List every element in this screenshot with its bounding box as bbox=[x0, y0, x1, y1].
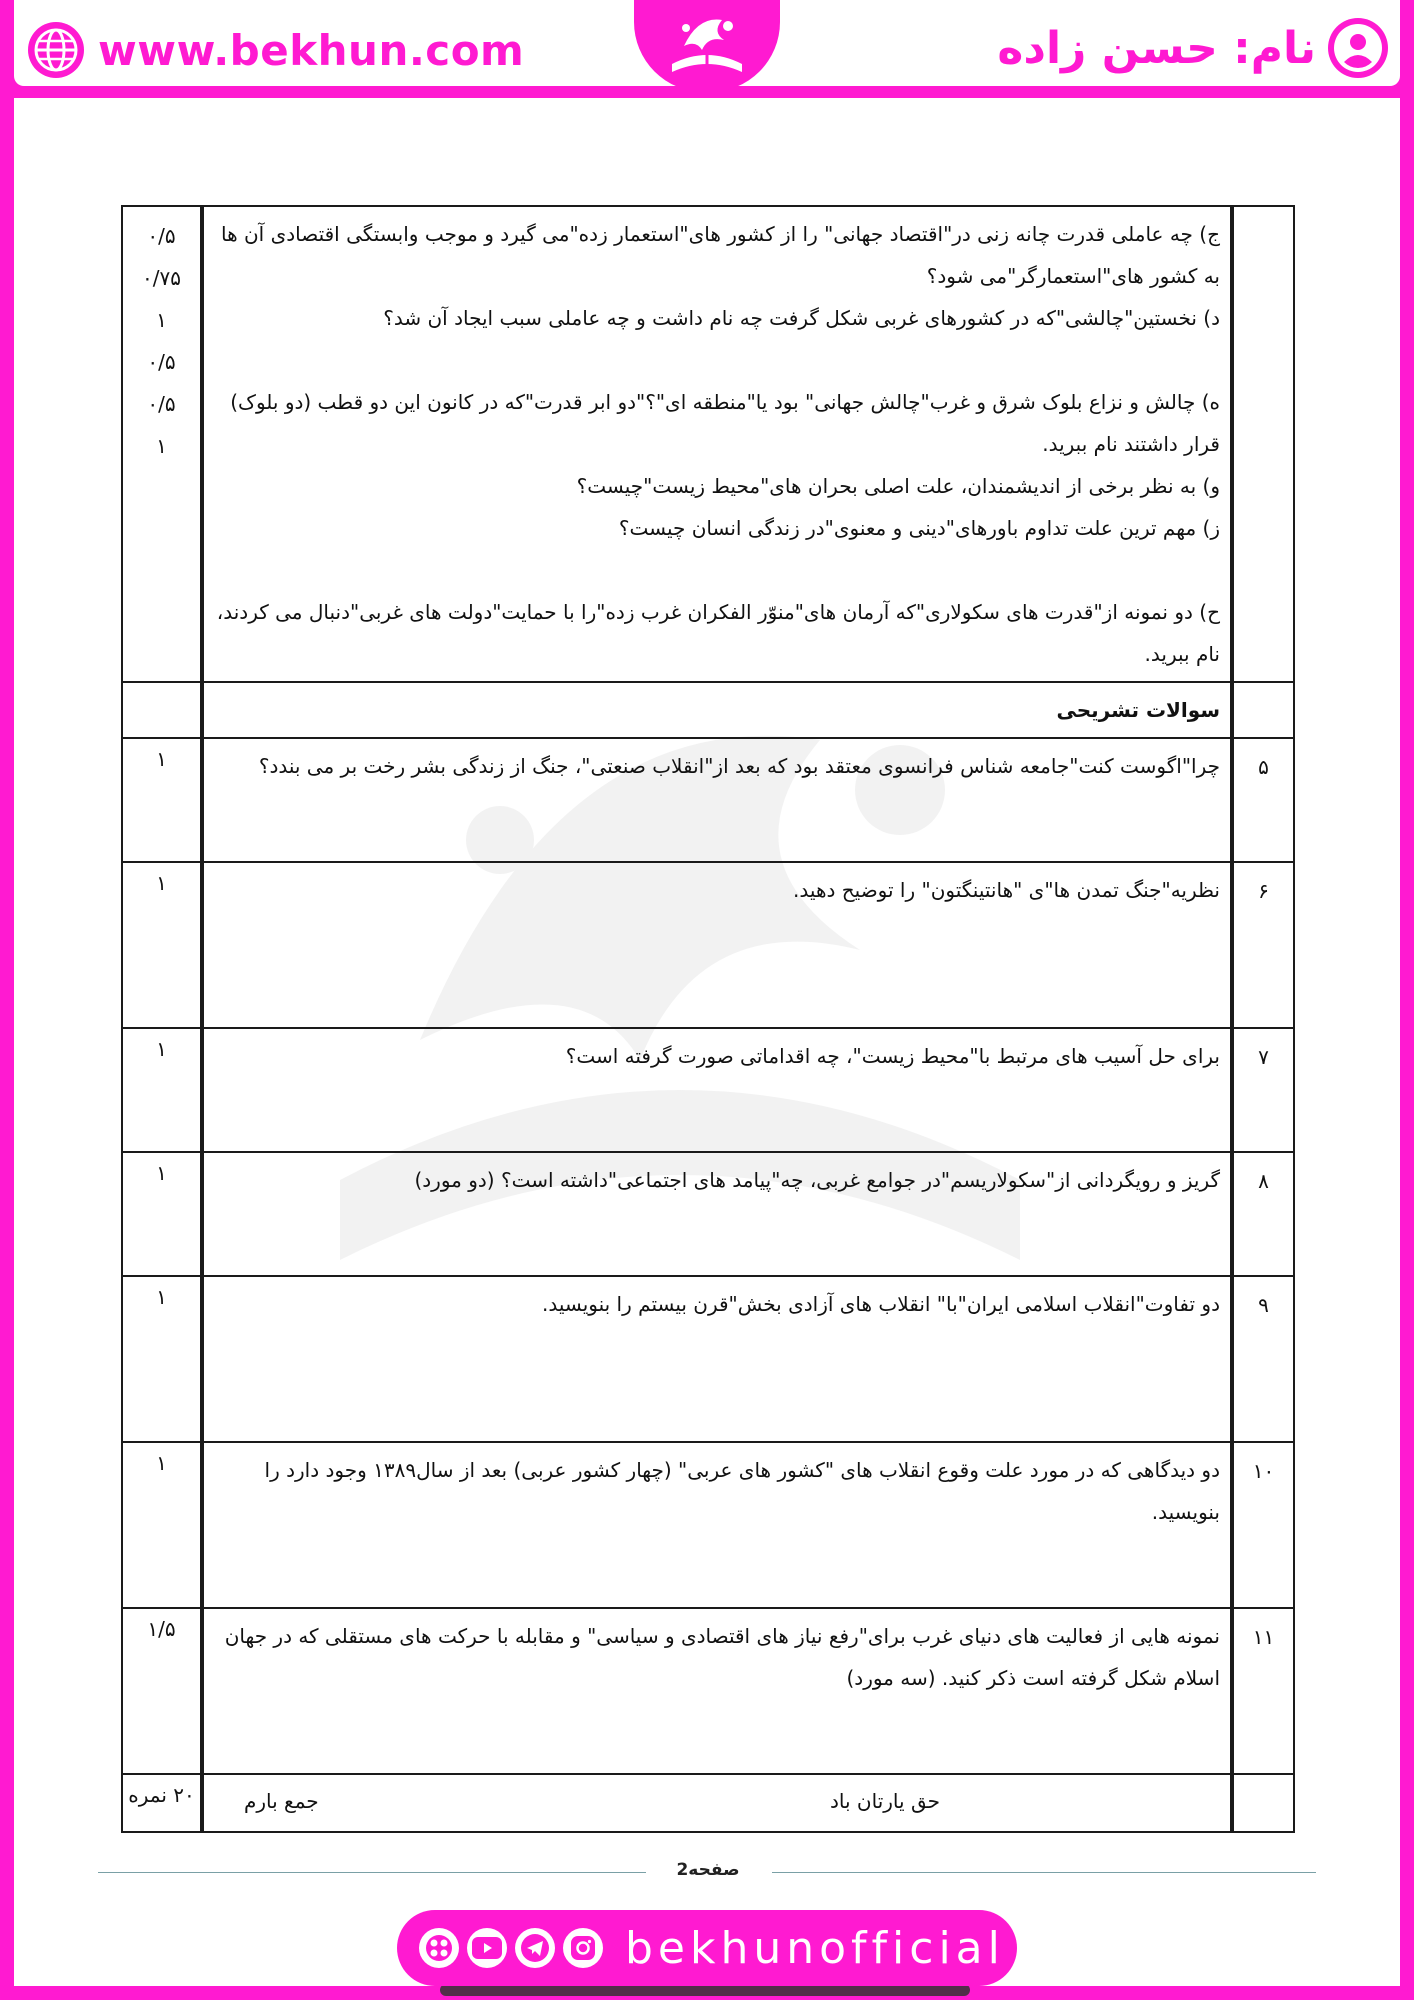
page-number: صفحه2 bbox=[676, 1860, 740, 1880]
total-score: ۲۰ نمره bbox=[122, 1774, 202, 1832]
question-number bbox=[1232, 206, 1294, 682]
subquestion-h: ه) چالش و نزاع بلوک شرق و غرب"چالش جهانی" بود یا"منطقه ای"؟"دو ابر قدرت"که در کانون این دو قطب (دو بلوک) قرار داشتند نام ببرید. bbox=[230, 390, 1220, 456]
social-bar bbox=[397, 1910, 1017, 1986]
score-value: ۱ bbox=[122, 862, 202, 1028]
total-row bbox=[122, 1774, 1294, 1832]
website-url: www.bekhun.com bbox=[98, 25, 525, 75]
subquestion-z: ز) مهم ترین علت تداوم باورهای"دینی و معنوی"در زندگی انسان چیست؟ bbox=[618, 516, 1220, 540]
question-number: ۱۰ bbox=[1232, 1442, 1294, 1608]
subquestion-j: ج) چه عاملی قدرت چانه زنی در"اقتصاد جهانی" را از کشور های"استعمار زده"می گیرد و موجب وابستگی اقتصادی آن ها به کشور های"استعمارگر"می شود؟ bbox=[220, 222, 1220, 288]
table-row bbox=[122, 862, 1294, 1028]
book-logo-icon bbox=[662, 6, 752, 88]
score-cell bbox=[122, 206, 202, 682]
student-name bbox=[997, 16, 1390, 80]
closing-wish: حق یارتان باد bbox=[830, 1789, 940, 1813]
question-text: گریز و رویگردانی از"سکولاریسم"در جوامع غربی، چه"پیامد های اجتماعی"داشته است؟ (دو مورد) bbox=[202, 1152, 1232, 1276]
question-text bbox=[202, 206, 1232, 682]
instagram-icon[interactable] bbox=[563, 1928, 603, 1968]
table-row bbox=[122, 1608, 1294, 1774]
subquestion-v: و) به نظر برخی از اندیشمندان، علت اصلی بحران های"محیط زیست"چیست؟ bbox=[576, 474, 1220, 498]
score-value: ۱/۵ bbox=[122, 1608, 202, 1774]
website-link[interactable] bbox=[26, 20, 524, 80]
aparat-icon[interactable] bbox=[419, 1928, 459, 1968]
question-number: ۸ bbox=[1232, 1152, 1294, 1276]
subquestion-d: د) نخستین"چالشی"که در کشورهای غربی شکل گرفت چه نام داشت و چه عاملی سبب ایجاد آن شد؟ bbox=[383, 306, 1220, 330]
question-text: چرا"اگوست کنت"جامعه شناس فرانسوی معتقد بود که بعد از"انقلاب صنعتی"، جنگ از زندگی بشر رخت بر می بندد؟ bbox=[202, 738, 1232, 862]
table-row bbox=[122, 1442, 1294, 1608]
table-row bbox=[122, 1152, 1294, 1276]
globe-icon bbox=[26, 20, 86, 80]
question-text: نمونه هایی از فعالیت های دنیای غرب برای"رفع نیاز های اقتصادی و سیاسی" و مقابله با حرکت های مستقلی که در جهان اسلام شکل گرفته است ذکر کنید. (سه مورد) bbox=[202, 1608, 1232, 1774]
question-number: ۷ bbox=[1232, 1028, 1294, 1152]
question-text: دو دیدگاهی که در مورد علت وقوع انقلاب های "کشور های عربی" (چهار کشور عربی) بعد از سال۱۳۸۹ وجود دارد را بنویسید. bbox=[202, 1442, 1232, 1608]
social-handle[interactable]: bekhunofficial bbox=[625, 1922, 1005, 1974]
name-label: نام: حسن زاده bbox=[997, 22, 1316, 74]
section-row bbox=[122, 682, 1294, 738]
score-value: ۰/۵ bbox=[147, 392, 176, 416]
question-text: برای حل آسیب های مرتبط با"محیط زیست"، چه اقداماتی صورت گرفته است؟ bbox=[202, 1028, 1232, 1152]
score-value: ۱ bbox=[156, 308, 167, 332]
total-label: جمع بارم bbox=[244, 1789, 319, 1813]
subquestion-kh: ح) دو نمونه از"قدرت های سکولاری"که آرمان های"منوّر الفکران غرب زده"را با حمایت"دولت های غربی"دنبال می کردند، نام ببرید. bbox=[216, 600, 1220, 666]
score-value: ۱ bbox=[122, 738, 202, 862]
score-value: ۱ bbox=[156, 434, 167, 458]
question-number: ۹ bbox=[1232, 1276, 1294, 1442]
table-row bbox=[122, 738, 1294, 862]
table-row bbox=[122, 1276, 1294, 1442]
table-row bbox=[122, 206, 1294, 682]
question-number: ۶ bbox=[1232, 862, 1294, 1028]
question-text: دو تفاوت"انقلاب اسلامی ایران"با" انقلاب های آزادی بخش"قرن بیستم را بنویسید. bbox=[202, 1276, 1232, 1442]
telegram-icon[interactable] bbox=[515, 1928, 555, 1968]
table-row bbox=[122, 1028, 1294, 1152]
question-number: ۵ bbox=[1232, 738, 1294, 862]
score-value: ۱ bbox=[122, 1152, 202, 1276]
score-value: ۱ bbox=[122, 1028, 202, 1152]
score-value: ۱ bbox=[122, 1276, 202, 1442]
score-value: ۰/۵ bbox=[147, 224, 176, 248]
score-value: ۱ bbox=[122, 1442, 202, 1608]
youtube-icon[interactable] bbox=[467, 1928, 507, 1968]
exam-table bbox=[121, 205, 1295, 1833]
question-text: نظریه"جنگ تمدن ها"ی "هانتینگتون" را توضیح دهید. bbox=[202, 862, 1232, 1028]
user-icon bbox=[1326, 16, 1390, 80]
page-footer bbox=[98, 1860, 1316, 1884]
section-title: سوالات تشریحی bbox=[202, 682, 1232, 738]
score-value: ۰/۵ bbox=[147, 350, 176, 374]
question-number: ۱۱ bbox=[1232, 1608, 1294, 1774]
score-value: ۰/۷۵ bbox=[142, 266, 181, 290]
